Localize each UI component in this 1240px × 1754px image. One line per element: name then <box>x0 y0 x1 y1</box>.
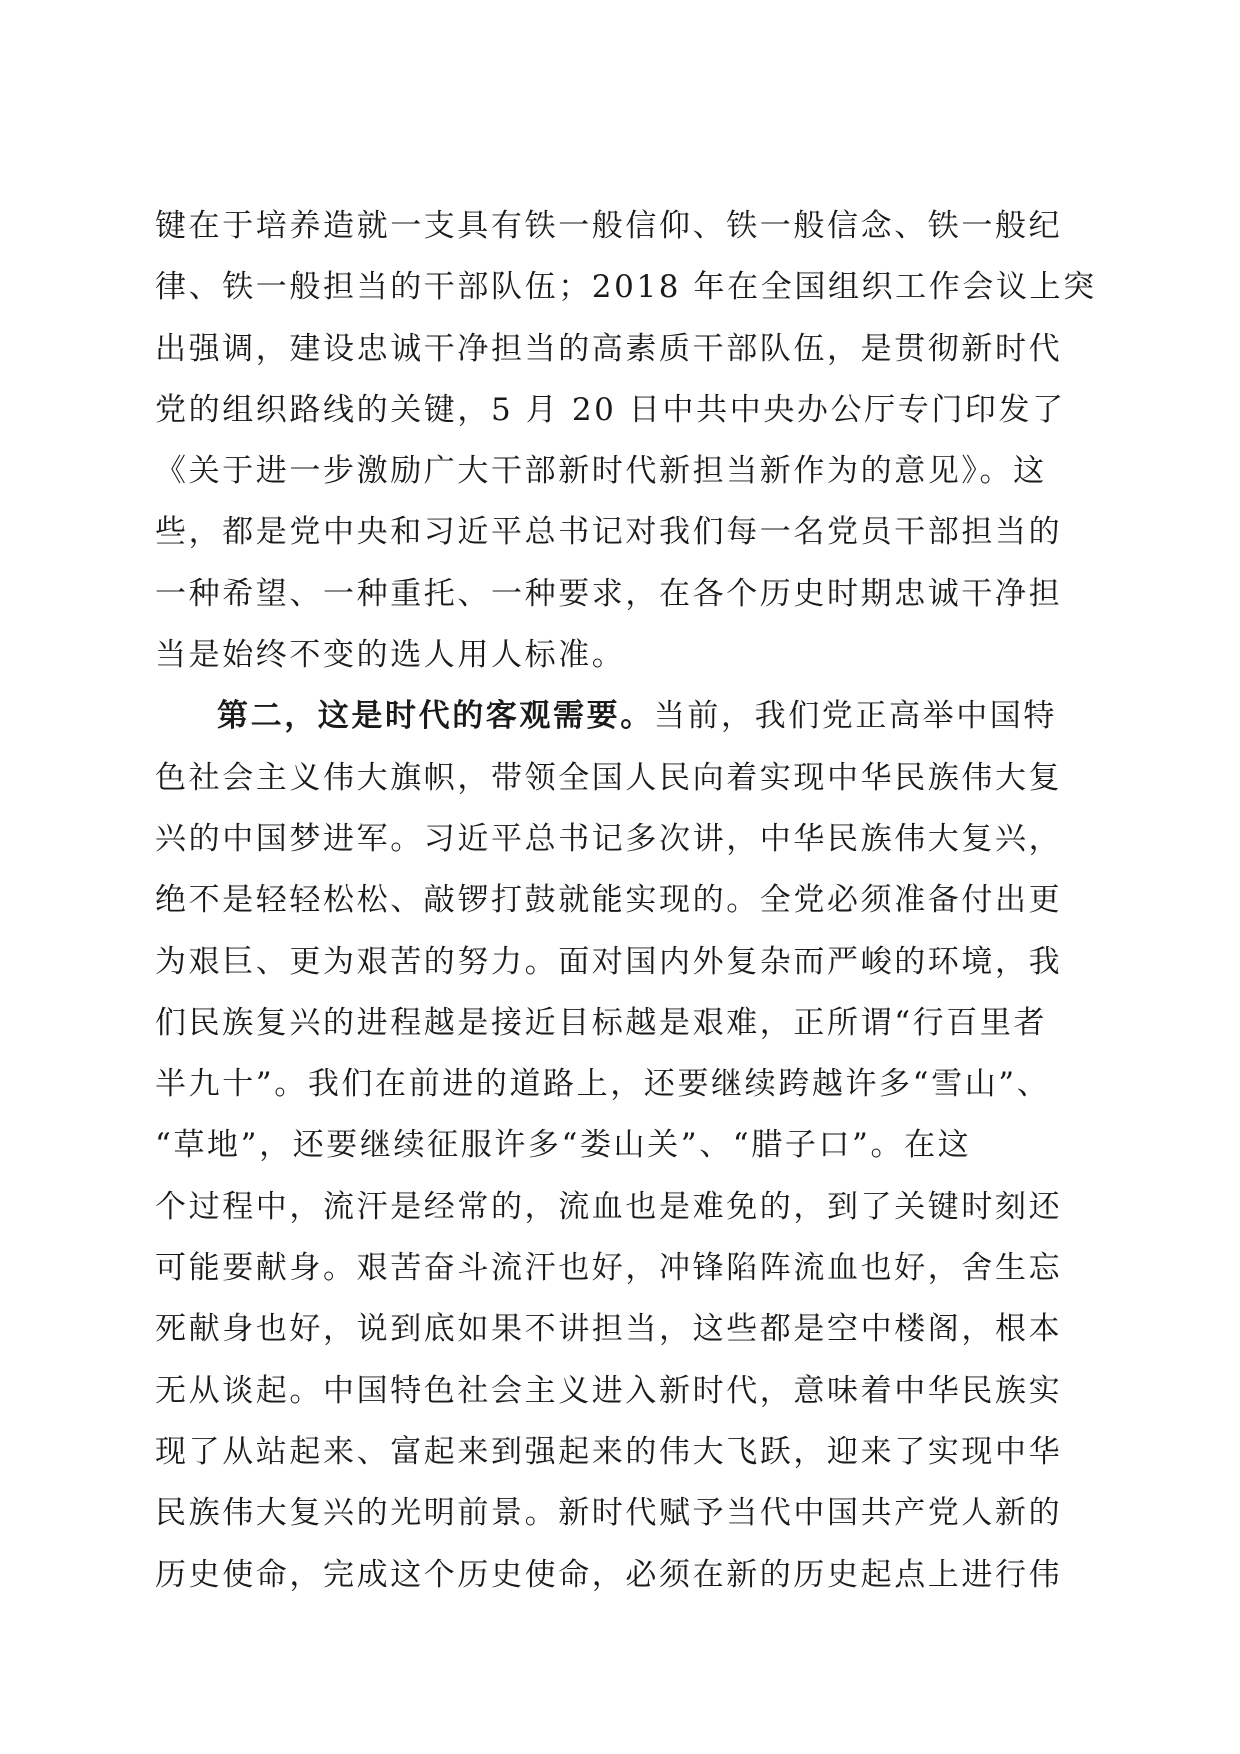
text-line: 当是始终不变的选人用人标准。 <box>155 637 626 674</box>
text-line: 历史使命，完成这个历史使命，必须在新的历史起点上进行伟 <box>155 1556 1063 1593</box>
text-line: 兴的中国梦进军。习近平总书记多次讲，中华民族伟大复兴， <box>155 820 1063 857</box>
text-fragment: 当前，我们党正高举中国特 <box>653 698 1058 735</box>
paragraph-1 <box>155 196 1097 686</box>
text-line: “草地”，还要继续征服许多“娄山关”、“腊子口”。在这 <box>155 1127 972 1164</box>
text-line: 个过程中，流汗是经常的，流血也是难免的，到了关键时刻还 <box>155 1188 1063 1225</box>
paragraph-first-line <box>155 686 1085 747</box>
text-line: 死献身也好，说到底如果不讲担当，这些都是空中楼阁，根本 <box>155 1311 1063 1348</box>
text-line: 律、铁一般担当的干部队伍；2018 年在全国组织工作会议上突 <box>155 269 1097 306</box>
text-line: 民族伟大复兴的光明前景。新时代赋予当代中国共产党人新的 <box>155 1495 1063 1532</box>
text-line: 些，都是党中央和习近平总书记对我们每一名党员干部担当的 <box>155 514 1063 551</box>
text-line: 绝不是轻轻松松、敲锣打鼓就能实现的。全党必须准备付出更 <box>155 882 1063 919</box>
text-line: 《关于进一步激励广大干部新时代新担当新作为的意见》。这 <box>155 453 1047 490</box>
text-line: 出强调，建设忠诚干净担当的高素质干部队伍，是贯彻新时代 <box>155 330 1063 367</box>
text-line: 为艰巨、更为艰苦的努力。面对国内外复杂而严峻的环境，我 <box>155 943 1063 980</box>
text-line: 可能要献身。艰苦奋斗流汗也好，冲锋陷阵流血也好，舍生忘 <box>155 1250 1063 1287</box>
text-line: 半九十”。我们在前进的道路上，还要继续跨越许多“雪山”、 <box>155 1066 1051 1103</box>
document-body <box>155 196 1097 1606</box>
text-line: 党的组织路线的关键，5 月 20 日中共中央办公厅专门印发了 <box>155 391 1066 428</box>
text-line: 现了从站起来、富起来到强起来的伟大飞跃，迎来了实现中华 <box>155 1433 1063 1470</box>
paragraph-2 <box>155 686 1085 1605</box>
text-line: 一种希望、一种重托、一种要求，在各个历史时期忠诚干净担 <box>155 575 1063 612</box>
text-line: 们民族复兴的进程越是接近目标越是艰难，正所谓“行百里者 <box>155 1004 1048 1041</box>
paragraph-lead-heading: 第二，这是时代的客观需要。 <box>217 698 654 735</box>
text-line: 色社会主义伟大旗帜，带领全国人民向着实现中华民族伟大复 <box>155 759 1063 796</box>
text-line: 无从谈起。中国特色社会主义进入新时代，意味着中华民族实 <box>155 1372 1063 1409</box>
text-line: 键在于培养造就一支具有铁一般信仰、铁一般信念、铁一般纪 <box>155 208 1063 244</box>
